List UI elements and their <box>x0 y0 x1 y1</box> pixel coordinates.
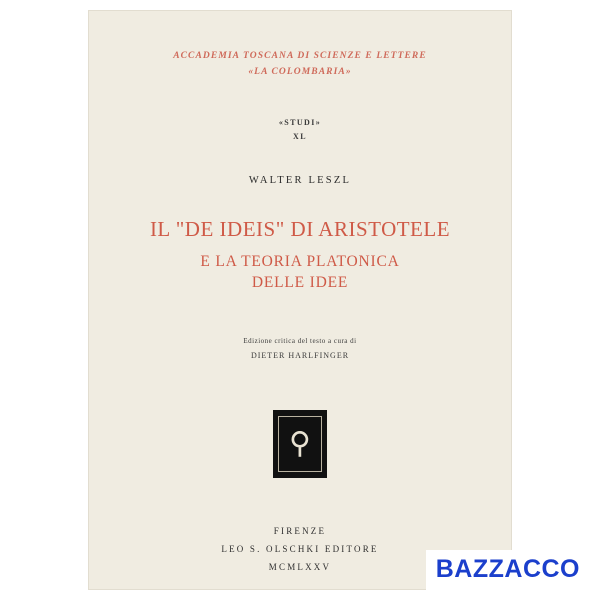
collection-block <box>128 116 472 143</box>
edition-note-line: Edizione critica del testo a cura di <box>243 336 357 345</box>
imprint-city: FIRENZE <box>273 525 327 536</box>
academy-series-heading <box>128 48 472 80</box>
imprint-block <box>128 522 472 576</box>
book-subtitle-line1: E LA TEORIA PLATONICA <box>200 252 400 270</box>
book-subtitle <box>128 252 472 294</box>
imprint-publisher: LEO S. OLSCHKI EDITORE <box>221 543 379 554</box>
book-subtitle-line2: DELLE IDEE <box>251 273 349 291</box>
book-cover <box>88 10 512 590</box>
device-glyph: ⚲ <box>289 425 311 461</box>
academy-name: ACCADEMIA TOSCANA DI SCIENZE E LETTERE <box>173 51 427 61</box>
collection-label: «STUDI» <box>278 118 322 128</box>
academy-subtitle: «LA COLOMBARIA» <box>248 67 352 78</box>
edition-note <box>128 334 472 364</box>
imprint-year: MCMLXXV <box>268 561 332 572</box>
cover-content <box>88 10 512 590</box>
author-name: WALTER LESZL <box>248 175 352 187</box>
editor-name: DIETER HARLFINGER <box>250 350 350 360</box>
collection-number: XL <box>293 131 307 141</box>
watermark-label: BAZZACCO <box>426 550 590 590</box>
publisher-device-icon <box>273 410 327 478</box>
book-title: IL "DE IDEIS" DI ARISTOTELE <box>149 217 451 242</box>
